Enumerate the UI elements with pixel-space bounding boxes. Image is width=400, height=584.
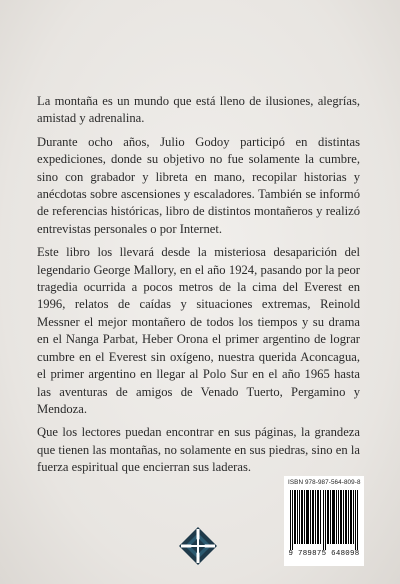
synopsis-paragraph-3: Este libro los llevará desde la misteriosa desaparición del legendario George Mallory, en el año 1924, pasando por la peor tragedia ocurrida a pocos metros de la cima del Everest en 1996, relatos de caídas y situaciones extremas, Reinold Messner el mejor montañero de todos los tiempos y su drama en el Nanga Parbat, Heber Orona el primer argentino de lograr cumbre en el Everest sin oxígeno, nuestra querida Aconcagua, el primer argentino en llegar al Polo Sur en el año 1965 hasta las aventuras de amigos de Venado Tuerto, Pergamino y Mendoza.	[37, 245, 360, 416]
synopsis-paragraph-1: La montaña es un mundo que está lleno de ilusiones, alegrías, amistad y adrenalina.	[37, 94, 360, 126]
barcode-number: 9 789875 648098	[288, 550, 360, 558]
synopsis-text	[37, 93, 360, 483]
isbn-barcode	[284, 476, 364, 566]
isbn-label: ISBN 978-987-564-809-8	[288, 479, 361, 486]
synopsis-paragraph-2: Durante ocho años, Julio Godoy participó en distintas expediciones, donde su objetivo no fue solamente la cumbre, sino con grabador y libreta en mano, recopilar historias y anécdotas sobre ascensiones y escaladores. También se informó de referencias históricas, libro de distintos montañeros y realizó entrevistas personales o por Internet.	[37, 134, 360, 236]
publisher-diamond-logo-icon	[178, 526, 218, 566]
synopsis-paragraph-4: Que los lectores puedan encontrar en sus páginas, la grandeza que tienen las montañas, no solamente en sus piedras, sino en la fuerza espiritual que encierran sus laderas.	[37, 425, 360, 475]
barcode-bars	[290, 490, 358, 550]
